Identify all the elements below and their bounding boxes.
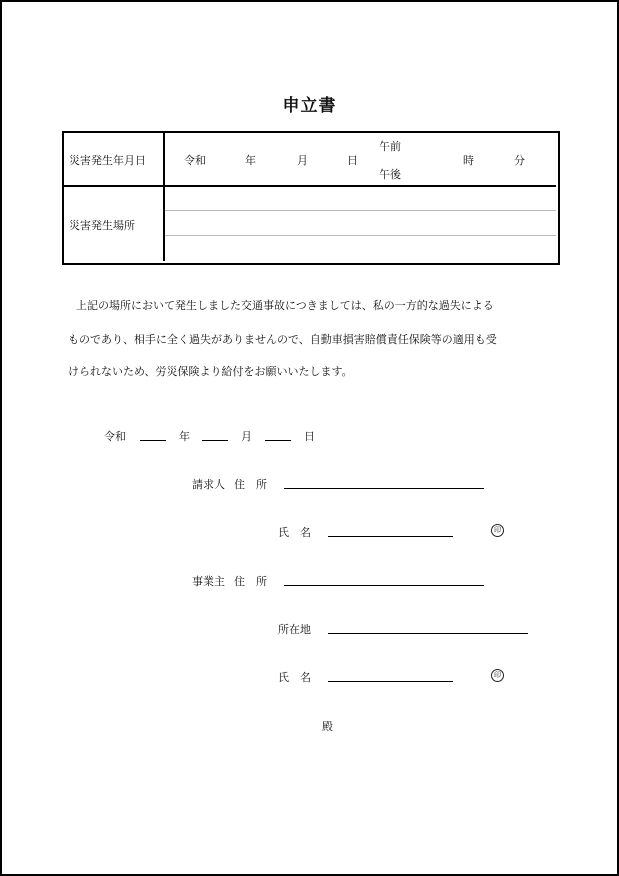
claimant-address-blank <box>284 488 484 489</box>
date-year-unit: 年 <box>179 430 190 443</box>
claimant-seal: 印 <box>491 524 504 537</box>
claimant-address-label: 住 所 <box>234 478 267 491</box>
date-era: 令和 <box>104 430 126 443</box>
incident-place-label: 災害発生場所 <box>69 219 135 232</box>
incident-day-unit: 日 <box>347 154 358 167</box>
incident-era: 令和 <box>184 154 206 167</box>
claimant-name-label: 氏 名 <box>278 526 311 539</box>
incident-year-unit: 年 <box>245 154 256 167</box>
employer-name-blank <box>328 681 453 682</box>
incident-pm: 午後 <box>379 168 401 181</box>
employer-address-label: 住 所 <box>234 575 267 588</box>
place-line-1 <box>165 210 556 211</box>
employer-location-blank <box>328 633 528 634</box>
employer-seal: 印 <box>491 669 504 682</box>
statement-line-2: ものであり、相手に全く過失がありませんので、自動車損害賠償責任保険等の適用も受 <box>68 333 497 346</box>
document-title: 申立書 <box>282 96 337 116</box>
employer-label: 事業主 <box>192 575 225 588</box>
table-column-divider <box>163 133 165 261</box>
incident-month-unit: 月 <box>297 154 308 167</box>
incident-am: 午前 <box>379 140 401 153</box>
incident-minute-unit: 分 <box>514 154 525 167</box>
incident-hour-unit: 時 <box>463 154 474 167</box>
table-row-divider <box>64 185 556 187</box>
claimant-name-blank <box>328 536 453 537</box>
date-month-unit: 月 <box>241 430 252 443</box>
place-line-2 <box>165 235 556 236</box>
statement-line-3: けられないため、労災保険より給付をお願いいたします。 <box>68 365 353 378</box>
date-day-blank <box>265 440 291 441</box>
employer-address-blank <box>284 585 484 586</box>
incident-date-label: 災害発生年月日 <box>69 154 146 167</box>
claimant-label: 請求人 <box>192 478 225 491</box>
date-day-unit: 日 <box>304 430 315 443</box>
employer-location-label: 所在地 <box>278 623 311 636</box>
statement-line-1: 上記の場所において発生しました交通事故につきましては、私の一方的な過失による <box>76 299 494 312</box>
incident-table <box>62 131 560 265</box>
employer-name-label: 氏 名 <box>278 671 311 684</box>
addressee-suffix: 殿 <box>322 720 333 733</box>
date-month-blank <box>202 440 228 441</box>
date-year-blank <box>140 440 166 441</box>
